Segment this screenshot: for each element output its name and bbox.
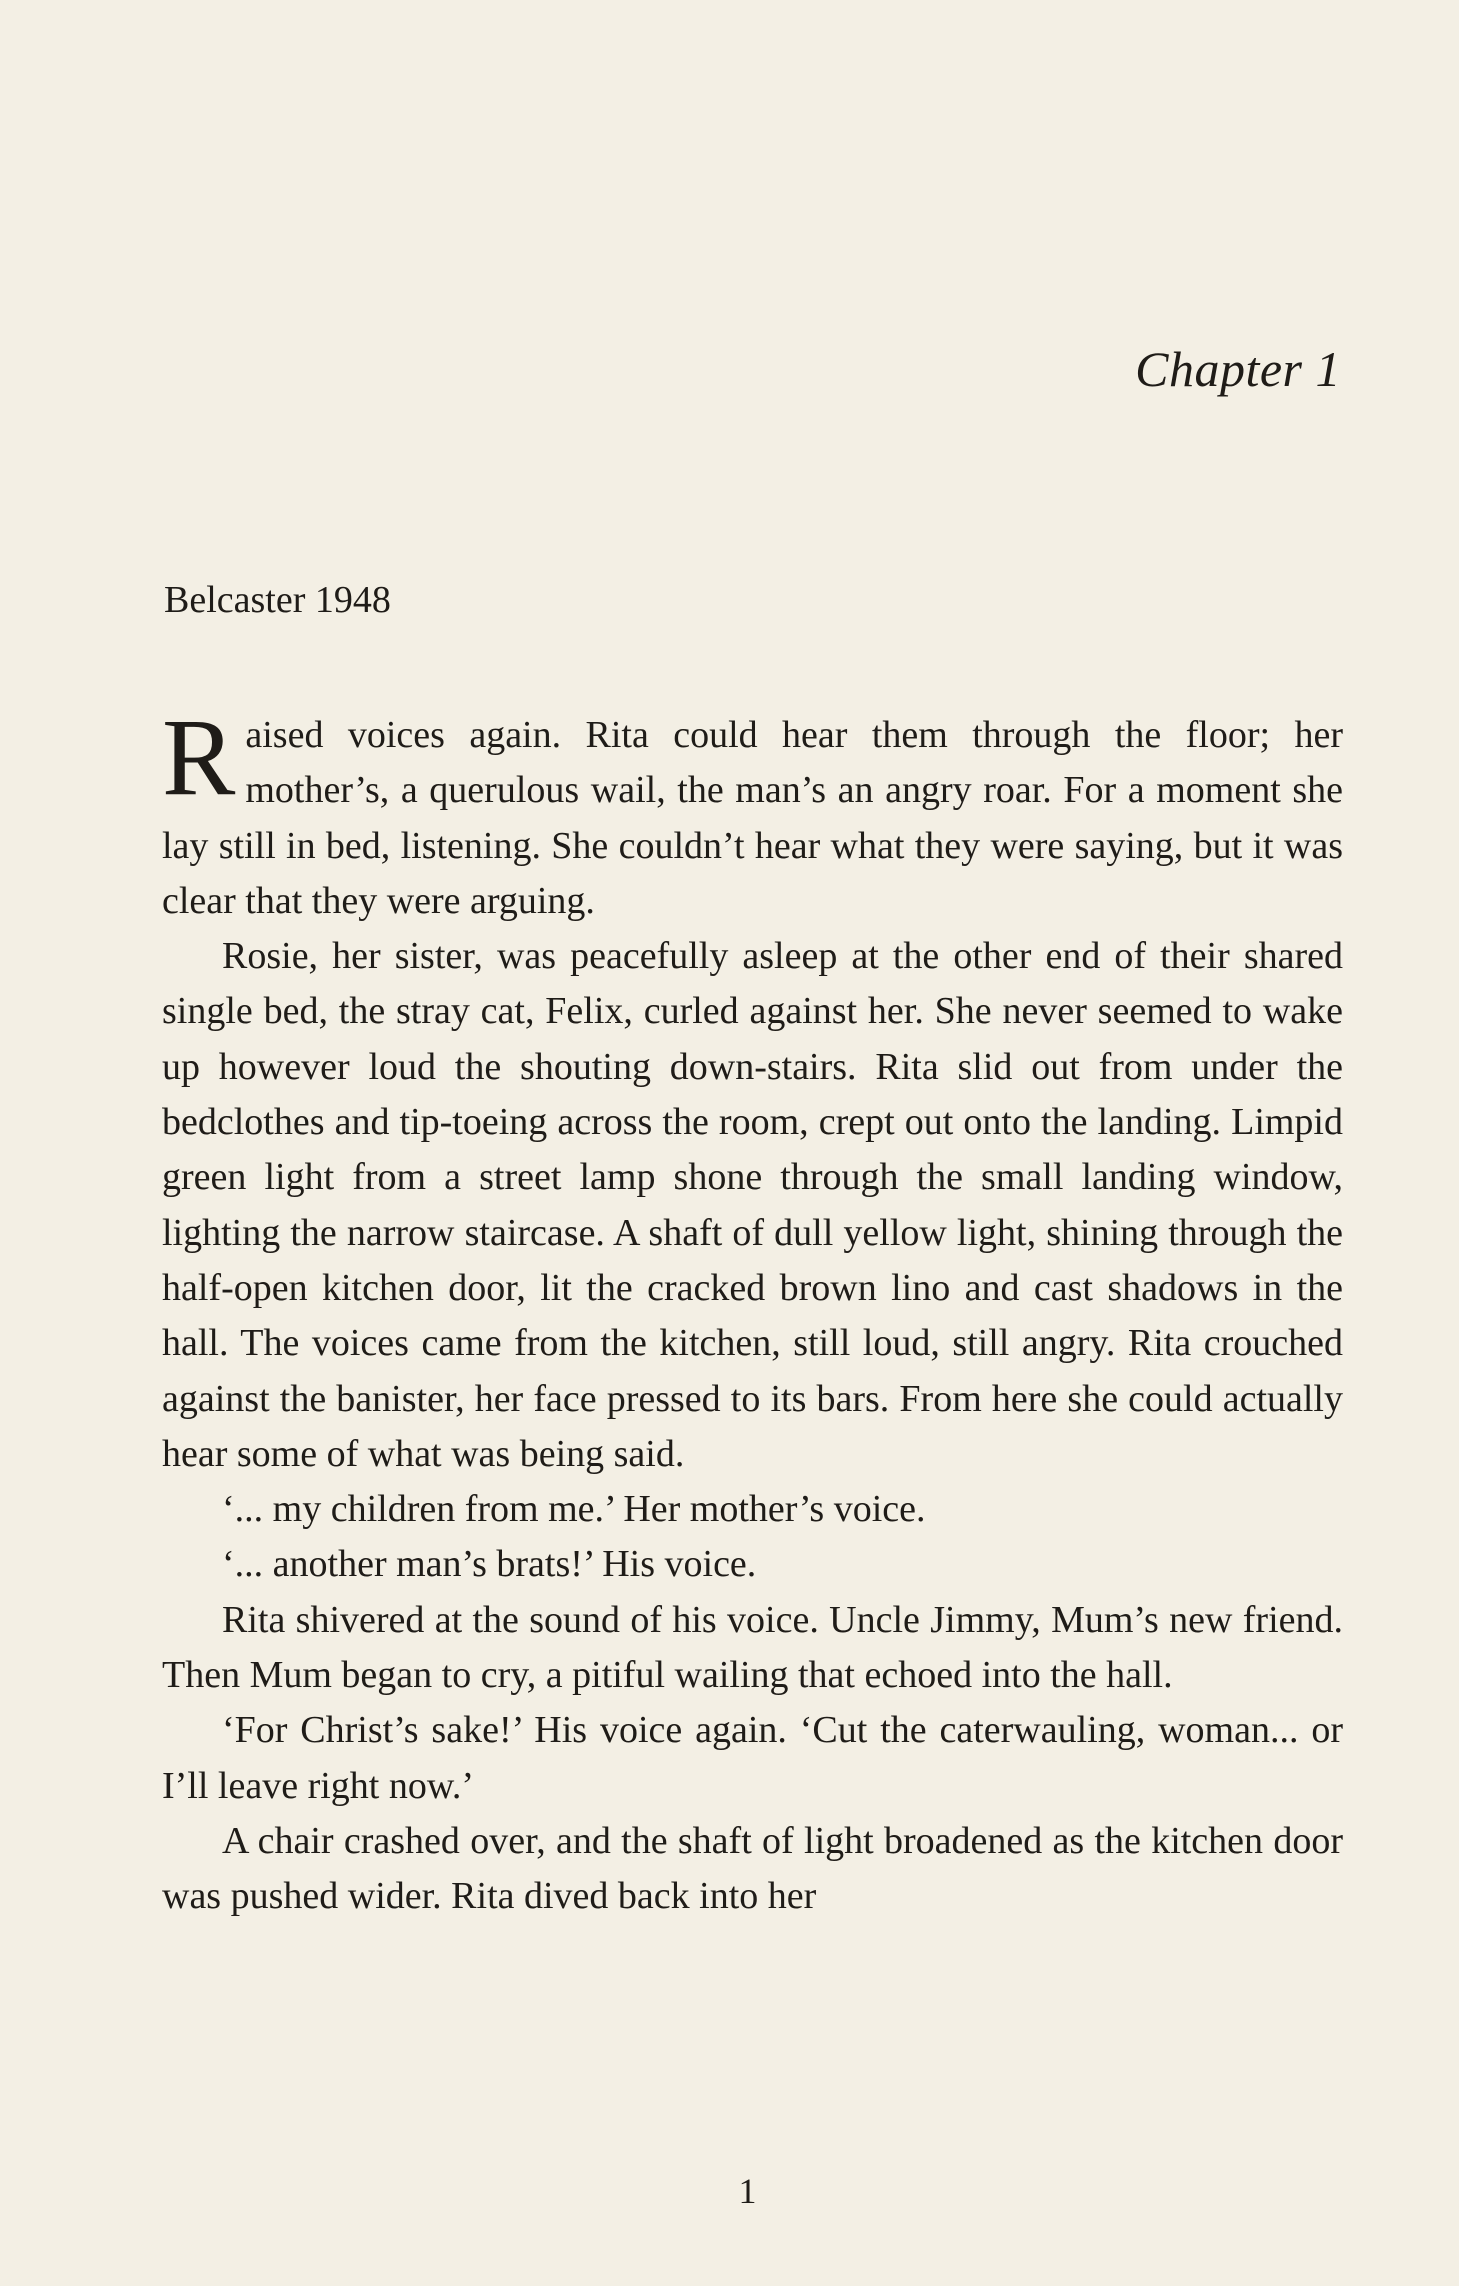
paragraph: ‘... my children from me.’ Her mother’s voice. [222, 1488, 926, 1531]
page-number: 1 [738, 2171, 757, 2211]
paragraph: A chair crashed over, and the shaft of light broadened as the kitchen door was pushed wider. Rita dived back into her [162, 1819, 1343, 1918]
paragraph: ‘For Christ’s sake!’ His voice again. ‘Cut the caterwauling, woman... or I’ll leave right now.’ [162, 1709, 1343, 1807]
body-text [162, 696, 1343, 1925]
place-date-heading: Belcaster 1948 [164, 579, 391, 621]
paragraph: Raised voices again. Rita could hear them through the floor; her mother’s, a querulous wail, the man’s an angry roar. For a moment she lay still in bed, listening. She couldn’t hear what they were saying, but it was clear that they were arguing. [162, 696, 1343, 922]
paragraph: Rita shivered at the sound of his voice. Uncle Jimmy, Mum’s new friend. Then Mum began to cry, a pitiful wailing that echoed into the hall. [162, 1598, 1343, 1697]
paragraph: ‘... another man’s brats!’ His voice. [222, 1543, 757, 1586]
paragraph: Rosie, her sister, was peacefully asleep at the other end of their shared single bed, the stray cat, Felix, curled against her. She never seemed to wake up however loud the shouting down-stairs. Rita slid out from under the bedclothes and tip-toeing across the room, crept out onto the landing. Limpid green light from a street lamp shone through the small landing window, lighting the narrow staircase. A shaft of dull yellow light, shining through the half-open kitchen door, lit the cracked brown lino and cast shadows in the hall. The voices came from the kitchen, still loud, still angry. Rita crouched against the banister, her face pressed to its bars. From here she could actually hear some of what was being said. [162, 935, 1343, 1475]
drop-cap: R [162, 696, 236, 818]
chapter-heading: Chapter 1 [1135, 341, 1341, 397]
